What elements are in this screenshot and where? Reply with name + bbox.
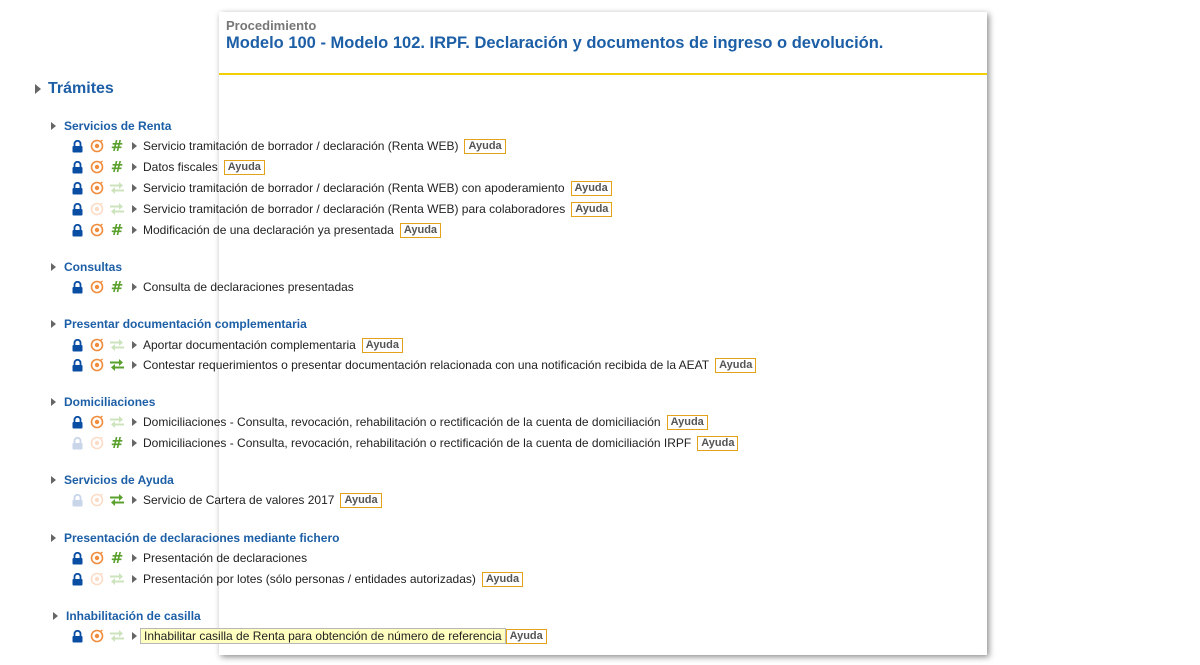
certificate-icon[interactable] xyxy=(89,138,105,154)
procedure-panel xyxy=(219,12,987,655)
exchange-arrows-icon[interactable] xyxy=(109,357,125,373)
bullet-triangle-icon xyxy=(132,184,137,192)
bullet-triangle-icon xyxy=(132,632,137,640)
service-row xyxy=(69,356,756,374)
section-title[interactable] xyxy=(51,119,171,133)
ayuda-help-link[interactable]: Ayuda xyxy=(400,223,441,238)
lock-icon[interactable] xyxy=(69,279,85,295)
bullet-triangle-icon xyxy=(132,418,137,426)
bullet-triangle-icon xyxy=(132,575,137,583)
certificate-icon[interactable] xyxy=(89,159,105,175)
section-title[interactable] xyxy=(51,395,155,409)
service-row xyxy=(69,137,506,155)
service-row xyxy=(69,549,307,567)
section-title[interactable] xyxy=(51,473,174,487)
lock-icon[interactable] xyxy=(69,357,85,373)
service-link[interactable]: Contestar requerimientos o presentar documentación relacionada con una notificación recibida de la AEAT xyxy=(143,358,710,372)
section-title-label: Inhabilitación de casilla xyxy=(66,609,201,623)
service-row xyxy=(69,179,612,197)
tramites-label: Trámites xyxy=(48,80,114,97)
expand-triangle-icon xyxy=(51,320,56,328)
bullet-triangle-icon xyxy=(132,361,137,369)
service-link[interactable]: Modificación de una declaración ya presentada xyxy=(143,223,394,237)
expand-triangle-icon xyxy=(51,122,56,130)
lock-icon[interactable] xyxy=(69,414,85,430)
service-row xyxy=(69,627,547,645)
expand-triangle-icon xyxy=(35,84,41,94)
lock-icon[interactable] xyxy=(69,201,85,217)
certificate-icon[interactable] xyxy=(89,180,105,196)
service-link[interactable]: Domiciliaciones - Consulta, revocación, rehabilitación o rectificación de la cuenta de domiciliación xyxy=(143,415,661,429)
lock-icon[interactable] xyxy=(69,337,85,353)
hash-reference-icon[interactable]: # xyxy=(110,137,124,155)
bullet-triangle-icon xyxy=(132,163,137,171)
procedure-kicker: Procedimiento xyxy=(226,18,317,33)
certificate-icon[interactable] xyxy=(89,222,105,238)
service-row xyxy=(69,491,382,509)
section-title-label: Presentar documentación complementaria xyxy=(64,317,307,331)
service-link[interactable]: Servicio tramitación de borrador / declaración (Renta WEB) xyxy=(143,139,459,153)
certificate-disabled-icon xyxy=(89,492,105,508)
exchange-arrows-icon[interactable] xyxy=(109,492,125,508)
ayuda-help-link[interactable]: Ayuda xyxy=(571,202,612,217)
service-link[interactable]: Aportar documentación complementaria xyxy=(143,338,356,352)
ayuda-help-link[interactable]: Ayuda xyxy=(464,139,505,154)
section-title-label: Servicios de Renta xyxy=(64,119,172,133)
exchange-arrows-disabled-icon xyxy=(109,337,125,353)
bullet-triangle-icon xyxy=(132,142,137,150)
ayuda-help-link[interactable]: Ayuda xyxy=(362,338,403,353)
hash-reference-icon[interactable]: # xyxy=(110,278,124,296)
ayuda-help-link[interactable]: Ayuda xyxy=(697,436,738,451)
lock-icon[interactable] xyxy=(69,222,85,238)
service-row xyxy=(69,570,523,588)
bullet-triangle-icon xyxy=(132,226,137,234)
hash-reference-icon[interactable]: # xyxy=(110,549,124,567)
lock-icon[interactable] xyxy=(69,571,85,587)
hash-reference-icon[interactable]: # xyxy=(110,434,124,452)
service-link[interactable]: Servicio tramitación de borrador / declaración (Renta WEB) con apoderamiento xyxy=(143,181,565,195)
exchange-arrows-disabled-icon xyxy=(109,571,125,587)
lock-icon[interactable] xyxy=(69,628,85,644)
hash-reference-icon[interactable]: # xyxy=(110,221,124,239)
bullet-triangle-icon xyxy=(132,554,137,562)
section-title-label: Presentación de declaraciones mediante fichero xyxy=(64,531,340,545)
certificate-icon[interactable] xyxy=(89,550,105,566)
certificate-icon[interactable] xyxy=(89,414,105,430)
lock-disabled-icon xyxy=(69,492,85,508)
service-row xyxy=(69,278,354,296)
lock-icon[interactable] xyxy=(69,138,85,154)
service-link[interactable]: Inhabilitar casilla de Renta para obtención de número de referencia xyxy=(140,628,506,644)
service-link[interactable]: Servicio tramitación de borrador / declaración (Renta WEB) para colaboradores xyxy=(143,202,566,216)
lock-icon[interactable] xyxy=(69,550,85,566)
ayuda-help-link[interactable]: Ayuda xyxy=(224,160,265,175)
section-title-label: Consultas xyxy=(64,260,123,274)
service-row xyxy=(69,336,403,354)
exchange-arrows-disabled-icon xyxy=(109,628,125,644)
exchange-arrows-disabled-icon xyxy=(109,180,125,196)
lock-icon[interactable] xyxy=(69,159,85,175)
service-link[interactable]: Domiciliaciones - Consulta, revocación, rehabilitación o rectificación de la cuenta de domiciliación IRPF xyxy=(143,436,692,450)
expand-triangle-icon xyxy=(51,398,56,406)
bullet-triangle-icon xyxy=(132,341,137,349)
bullet-triangle-icon xyxy=(132,496,137,504)
exchange-arrows-disabled-icon xyxy=(109,414,125,430)
certificate-disabled-icon xyxy=(89,201,105,217)
section-title[interactable] xyxy=(51,260,122,274)
section-title[interactable] xyxy=(51,531,339,545)
certificate-icon[interactable] xyxy=(89,357,105,373)
section-title[interactable] xyxy=(51,317,307,331)
section-title-label: Servicios de Ayuda xyxy=(64,473,174,487)
service-link[interactable]: Servicio de Cartera de valores 2017 xyxy=(143,493,335,507)
ayuda-help-link[interactable]: Ayuda xyxy=(340,493,381,508)
expand-triangle-icon xyxy=(51,476,56,484)
service-link[interactable]: Consulta de declaraciones presentadas xyxy=(143,280,354,294)
bullet-triangle-icon xyxy=(132,283,137,291)
ayuda-help-link[interactable]: Ayuda xyxy=(667,415,708,430)
service-row xyxy=(69,200,612,218)
tramites-heading[interactable] xyxy=(35,80,114,98)
certificate-icon[interactable] xyxy=(89,337,105,353)
service-link[interactable]: Datos fiscales xyxy=(143,160,218,174)
certificate-disabled-icon xyxy=(89,435,105,451)
service-row xyxy=(69,413,708,431)
certificate-disabled-icon xyxy=(89,571,105,587)
ayuda-help-link[interactable]: Ayuda xyxy=(506,629,547,644)
bullet-triangle-icon xyxy=(132,439,137,447)
lock-icon[interactable] xyxy=(69,180,85,196)
certificate-icon[interactable] xyxy=(89,279,105,295)
page-title: Modelo 100 - Modelo 102. IRPF. Declaración y documentos de ingreso o devolución. xyxy=(226,34,884,52)
section-title-label: Domiciliaciones xyxy=(64,395,156,409)
ayuda-help-link[interactable]: Ayuda xyxy=(482,572,523,587)
service-row xyxy=(69,434,738,452)
ayuda-help-link[interactable]: Ayuda xyxy=(571,181,612,196)
service-row xyxy=(69,221,441,239)
service-row xyxy=(69,158,265,176)
hash-reference-icon[interactable]: # xyxy=(110,158,124,176)
service-link[interactable]: Presentación por lotes (sólo personas / entidades autorizadas) xyxy=(143,572,476,586)
service-link[interactable]: Presentación de declaraciones xyxy=(143,551,308,565)
procedure-header xyxy=(219,12,987,75)
certificate-icon[interactable] xyxy=(89,628,105,644)
expand-triangle-icon xyxy=(53,612,58,620)
expand-triangle-icon xyxy=(51,534,56,542)
lock-disabled-icon xyxy=(69,435,85,451)
section-title[interactable] xyxy=(53,609,201,623)
bullet-triangle-icon xyxy=(132,205,137,213)
exchange-arrows-disabled-icon xyxy=(109,201,125,217)
expand-triangle-icon xyxy=(51,263,56,271)
ayuda-help-link[interactable]: Ayuda xyxy=(715,358,756,373)
